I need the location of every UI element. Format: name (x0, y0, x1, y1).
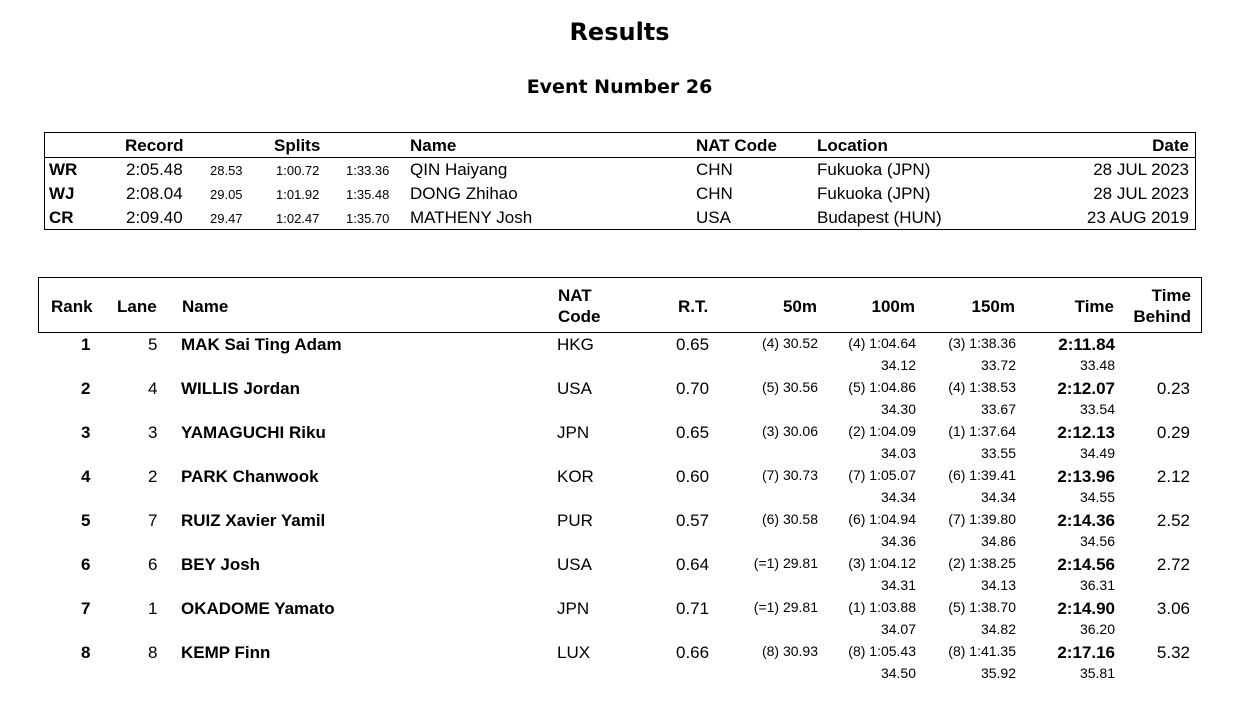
col-50m: 50m (782, 297, 817, 316)
lane: 5 (148, 335, 158, 354)
lap-100m: 34.07 (880, 621, 916, 637)
record-split-150: 1:33.36 (346, 163, 390, 178)
nat-code: PUR (557, 511, 593, 530)
record-split-100: 1:00.72 (276, 163, 320, 178)
lane: 1 (148, 599, 158, 618)
record-nat: CHN (696, 160, 733, 179)
time-behind: 5.32 (1156, 643, 1190, 662)
records-header-record: Record (125, 136, 184, 155)
athlete-name: WILLIS Jordan (181, 379, 300, 398)
table-row (38, 333, 1202, 377)
record-nat: USA (696, 208, 731, 227)
record-time: 2:09.40 (126, 208, 183, 227)
athlete-name: PARK Chanwook (181, 467, 319, 486)
split-100m: (3) 1:04.12 (848, 555, 916, 571)
split-100m: (7) 1:05.07 (848, 467, 916, 483)
rank: 3 (81, 423, 91, 442)
rank: 2 (81, 379, 91, 398)
lap-100m: 34.03 (880, 445, 916, 461)
lap-200m: 34.55 (1079, 489, 1115, 505)
nat-code: JPN (557, 423, 590, 442)
split-50m: (=1) 29.81 (753, 599, 818, 615)
lap-100m: 34.31 (880, 577, 916, 593)
rank: 1 (81, 335, 91, 354)
lap-100m: 34.36 (880, 533, 916, 549)
final-time: 2:12.13 (1057, 423, 1115, 442)
athlete-name: BEY Josh (181, 555, 261, 574)
lap-200m: 36.31 (1079, 577, 1115, 593)
record-location: Fukuoka (JPN) (817, 184, 931, 203)
split-150m: (6) 1:39.41 (948, 467, 1016, 483)
lap-200m: 33.54 (1079, 401, 1115, 417)
lap-150m: 34.34 (980, 489, 1016, 505)
table-row (38, 421, 1202, 465)
time-behind: 2.12 (1156, 467, 1190, 486)
final-time: 2:12.07 (1057, 379, 1115, 398)
nat-code: HKG (557, 335, 594, 354)
time-behind: 3.06 (1156, 599, 1190, 618)
table-row (38, 641, 1202, 685)
split-100m: (8) 1:05.43 (848, 643, 916, 659)
table-row (38, 465, 1202, 509)
split-150m: (8) 1:41.35 (948, 643, 1016, 659)
record-row (45, 206, 1195, 230)
col-behind-line1: Time (1151, 286, 1191, 305)
split-100m: (1) 1:03.88 (848, 599, 916, 615)
event-number: Event Number 26 (526, 76, 713, 98)
athlete-name: OKADOME Yamato (181, 599, 335, 618)
record-holder-name: QIN Haiyang (410, 160, 508, 179)
col-nat-line1: NAT (558, 286, 592, 305)
table-row (38, 377, 1202, 421)
split-50m: (=1) 29.81 (753, 555, 818, 571)
lap-200m: 34.49 (1079, 445, 1115, 461)
record-split-100: 1:02.47 (276, 211, 320, 226)
split-50m: (7) 30.73 (761, 467, 818, 483)
lap-200m: 33.48 (1079, 357, 1115, 373)
nat-code: LUX (557, 643, 591, 662)
record-split-50: 29.47 (210, 211, 243, 226)
lap-150m: 35.92 (980, 665, 1016, 681)
nat-code: USA (557, 555, 592, 574)
reaction-time: 0.57 (676, 511, 710, 530)
lane: 3 (148, 423, 158, 442)
time-behind: 0.23 (1156, 379, 1190, 398)
nat-code: USA (557, 379, 592, 398)
results-table (38, 333, 1202, 685)
split-50m: (3) 30.06 (761, 423, 818, 439)
col-nat-line2: Code (558, 307, 601, 326)
split-150m: (1) 1:37.64 (948, 423, 1016, 439)
col-150m: 150m (971, 297, 1015, 316)
records-header-location: Location (817, 136, 888, 155)
records-header-name: Name (410, 136, 457, 155)
time-behind: 2.72 (1156, 555, 1190, 574)
record-split-100: 1:01.92 (276, 187, 320, 202)
lap-200m: 36.20 (1079, 621, 1115, 637)
records-header-splits: Splits (274, 136, 321, 155)
athlete-name: KEMP Finn (181, 643, 271, 662)
reaction-time: 0.70 (676, 379, 710, 398)
lane: 8 (148, 643, 158, 662)
record-holder-name: MATHENY Josh (410, 208, 533, 227)
lap-200m: 35.81 (1079, 665, 1115, 681)
record-split-150: 1:35.48 (346, 187, 390, 202)
record-row (45, 158, 1195, 182)
athlete-name: RUIZ Xavier Yamil (181, 511, 326, 530)
rank: 8 (81, 643, 91, 662)
final-time: 2:17.16 (1057, 643, 1115, 662)
time-behind: 0.29 (1156, 423, 1190, 442)
split-150m: (4) 1:38.53 (948, 379, 1016, 395)
nat-code: JPN (557, 599, 590, 618)
results-header (38, 277, 1202, 333)
split-50m: (8) 30.93 (761, 643, 818, 659)
table-row (38, 553, 1202, 597)
nat-code: KOR (557, 467, 594, 486)
rank: 6 (81, 555, 91, 574)
split-100m: (2) 1:04.09 (848, 423, 916, 439)
split-100m: (4) 1:04.64 (848, 335, 916, 351)
lap-150m: 34.86 (980, 533, 1016, 549)
record-split-150: 1:35.70 (346, 211, 390, 226)
table-row (38, 509, 1202, 553)
records-header-nat-code: NAT Code (696, 136, 777, 155)
record-split-50: 28.53 (210, 163, 243, 178)
reaction-time: 0.60 (676, 467, 710, 486)
record-location: Fukuoka (JPN) (817, 160, 931, 179)
record-time: 2:08.04 (126, 184, 183, 203)
split-100m: (6) 1:04.94 (848, 511, 916, 527)
split-150m: (3) 1:38.36 (948, 335, 1016, 351)
rank: 7 (81, 599, 91, 618)
lap-100m: 34.34 (880, 489, 916, 505)
col-lane: Lane (117, 297, 157, 316)
final-time: 2:11.84 (1058, 335, 1115, 354)
rank: 5 (81, 511, 91, 530)
reaction-time: 0.66 (676, 643, 710, 662)
split-150m: (7) 1:39.80 (948, 511, 1016, 527)
record-row (45, 182, 1195, 206)
record-date: 23 AUG 2019 (1086, 208, 1189, 227)
lap-150m: 34.82 (980, 621, 1016, 637)
lap-150m: 34.13 (980, 577, 1016, 593)
col-rt: R.T. (678, 297, 709, 316)
reaction-time: 0.65 (676, 423, 710, 442)
lane: 6 (148, 555, 158, 574)
time-behind: 2.52 (1156, 511, 1190, 530)
reaction-time: 0.71 (676, 599, 710, 618)
records-header-date: Date (1152, 136, 1189, 155)
athlete-name: MAK Sai Ting Adam (181, 335, 342, 354)
lane: 2 (148, 467, 158, 486)
col-name: Name (182, 297, 229, 316)
split-150m: (5) 1:38.70 (948, 599, 1016, 615)
page-title: Results (569, 18, 670, 46)
final-time: 2:14.56 (1057, 555, 1115, 574)
reaction-time: 0.65 (676, 335, 710, 354)
split-50m: (4) 30.52 (761, 335, 818, 351)
lane: 7 (148, 511, 158, 530)
record-location: Budapest (HUN) (817, 208, 942, 227)
lap-100m: 34.12 (880, 357, 916, 373)
lap-150m: 33.72 (980, 357, 1016, 373)
lap-150m: 33.67 (980, 401, 1016, 417)
record-split-50: 29.05 (210, 187, 243, 202)
record-code: WR (49, 160, 78, 179)
col-100m: 100m (871, 297, 915, 316)
record-time: 2:05.48 (126, 160, 183, 179)
rank: 4 (81, 467, 91, 486)
split-150m: (2) 1:38.25 (948, 555, 1016, 571)
athlete-name: YAMAGUCHI Riku (181, 423, 326, 442)
lap-100m: 34.30 (880, 401, 916, 417)
record-nat: CHN (696, 184, 733, 203)
record-date: 28 JUL 2023 (1093, 160, 1189, 179)
final-time: 2:14.90 (1057, 599, 1115, 618)
record-date: 28 JUL 2023 (1093, 184, 1189, 203)
final-time: 2:13.96 (1057, 467, 1115, 486)
split-50m: (6) 30.58 (761, 511, 818, 527)
lane: 4 (148, 379, 158, 398)
split-100m: (5) 1:04.86 (848, 379, 916, 395)
record-holder-name: DONG Zhihao (410, 184, 518, 203)
col-behind-line2: Behind (1133, 307, 1191, 326)
table-row (38, 597, 1202, 641)
record-code: CR (49, 208, 74, 227)
lap-100m: 34.50 (880, 665, 916, 681)
col-time: Time (1074, 297, 1114, 316)
record-code: WJ (49, 184, 75, 203)
col-rank: Rank (51, 297, 93, 316)
lap-150m: 33.55 (980, 445, 1016, 461)
lap-200m: 34.56 (1079, 533, 1115, 549)
final-time: 2:14.36 (1057, 511, 1115, 530)
reaction-time: 0.64 (676, 555, 710, 574)
records-table (44, 132, 1196, 230)
split-50m: (5) 30.56 (761, 379, 818, 395)
